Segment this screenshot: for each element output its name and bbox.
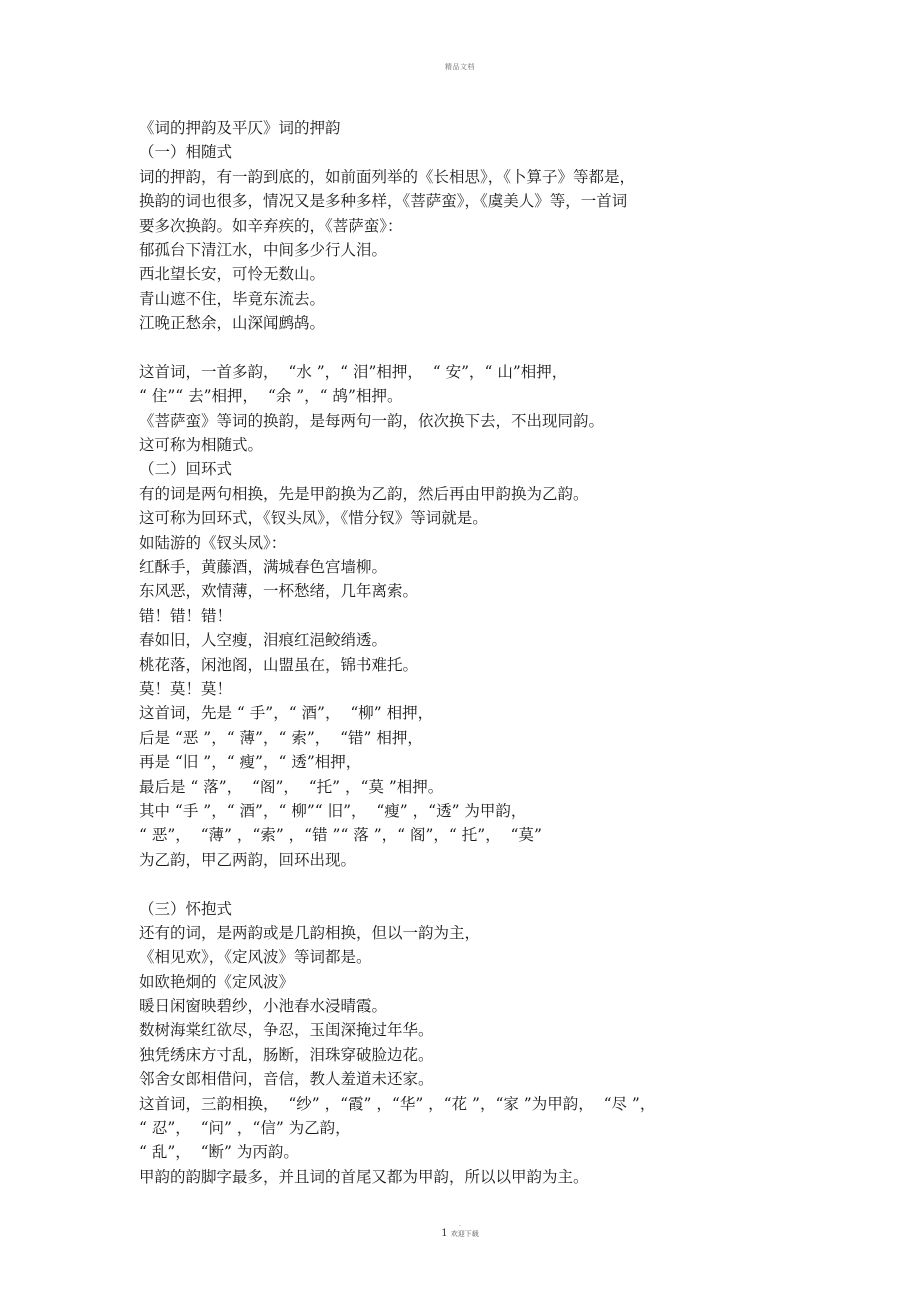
text-line: 数树海棠红欲尽，争忍，玉闺深掩过年华。: [139, 1021, 434, 1040]
text-line: 邻舍女郎相借问，音信，教人羞道未还家。: [139, 1070, 434, 1089]
text-line: 其中 “手 ”，“ 酒”，“ 柳”“ 旧”， “瘦” ，“透” 为甲韵，: [139, 801, 527, 820]
text-line: 春如旧，人空瘦，泪痕红浥鲛绡透。: [139, 631, 388, 650]
page-number: 1: [441, 1228, 448, 1239]
text-line: 甲韵的韵脚字最多，并且词的首尾又都为甲韵，所以以甲韵为主。: [139, 1167, 589, 1186]
text-line: 《菩萨蛮》等词的换韵，是每两句一韵，依次换下去，不出现同韵。: [139, 411, 605, 430]
text-line: 西北望长安，可怜无数山。: [139, 265, 326, 284]
text-line: 郁孤台下清江水，中间多少行人泪。: [139, 240, 388, 259]
document-body: [139, 116, 799, 1189]
text-line: 如陆游的《钗头凤》：: [139, 533, 287, 552]
footer-label: 欢迎下载: [450, 1230, 479, 1238]
text-line: 最后是 “ 落”， “阁”， “托” ，“莫 ”相押。: [139, 777, 444, 796]
text-line: 《词的押韵及平仄》词的押韵: [139, 119, 341, 137]
text-line: 红酥手，黄藤酒，满城春色宫墙柳。: [139, 558, 388, 577]
text-line: 江晚正愁余，山深闻鹧鸪。: [139, 314, 326, 333]
blank-line: [139, 336, 799, 360]
text-line: 词的押韵，有一韵到底的，如前面列举的《长相思》，《卜算子》等都是，: [139, 167, 636, 186]
text-line: 桃花落，闲池阁，山盟虽在，锦书难托。: [139, 655, 419, 674]
text-line: 这可称为回环式，《钗头凤》，《惜分钗》等词就是。: [139, 509, 488, 528]
page-header: 精品文档: [445, 63, 475, 71]
text-line: 还有的词，是两韵或是几韵相换，但以一韵为主，: [139, 923, 481, 942]
text-line: 换韵的词也很多，情况又是多种多样，《菩萨蛮》，《虞美人》等，一首词: [139, 192, 628, 211]
text-line: 如欧艳炯的《定风波》: [139, 972, 295, 991]
text-line: 后是 “恶 ”，“ 薄”，“ 索”， “错” 相押，: [139, 728, 423, 747]
text-line: “ 住”“ 去”相押， “余 ”，“ 鸪”相押。: [139, 387, 403, 406]
text-line: 东风恶，欢情薄，一杯愁绪，几年离索。: [139, 582, 419, 601]
text-line: “ 恶”， “薄” ，“索” ，“错 ”“ 落 ”，“ 阁”，“ 托”， “莫”: [139, 826, 542, 845]
text-line: 这首词，三韵相换， “纱” ，“霞” ，“华” ，“花 ”，“家 ”为甲韵， “尽 ”，: [139, 1094, 656, 1113]
text-line: 为乙韵，甲乙两韵，回环出现。: [139, 850, 357, 869]
text-line: 这首词，一首多韵， “水 ”，“ 泪”相押， “ 安”，“ 山”相押，: [139, 362, 568, 381]
page-footer: [0, 1222, 920, 1239]
text-line: “ 忍”， “问” ，“信” 为乙韵，: [139, 1119, 351, 1138]
text-line: （一）相随式: [139, 143, 233, 162]
text-line: 暖日闲窗映碧纱，小池春水浸晴霞。: [139, 997, 388, 1016]
text-line: 要多次换韵。如辛弃疾的，《菩萨蛮》：: [139, 216, 403, 235]
blank-line: [139, 872, 799, 896]
text-line: 有的词是两句相换，先是甲韵换为乙韵，然后再由甲韵换为乙韵。: [139, 484, 589, 503]
text-line: 莫！莫！莫！: [139, 679, 233, 698]
text-line: “ 乱”， “断” 为丙韵。: [139, 1143, 299, 1162]
text-line: 这首词，先是 “ 手”，“ 酒”， “柳” 相押，: [139, 704, 434, 723]
text-line: 再是 “旧 ”，“ 瘦”，“ 透”相押，: [139, 753, 362, 772]
text-line: 独凭绣床方寸乱，肠断，泪珠穿破脸边花。: [139, 1045, 434, 1064]
text-line: （二）回环式: [139, 460, 233, 479]
text-line: （三）怀抱式: [139, 899, 233, 918]
text-line: 青山遮不住，毕竟东流去。: [139, 289, 326, 308]
text-line: 《相见欢》，《定风波》等词都是。: [139, 948, 372, 967]
text-line: 这可称为相随式。: [139, 436, 264, 455]
text-line: 错！错！错！: [139, 606, 233, 625]
footer-dot: .: [459, 1221, 461, 1228]
